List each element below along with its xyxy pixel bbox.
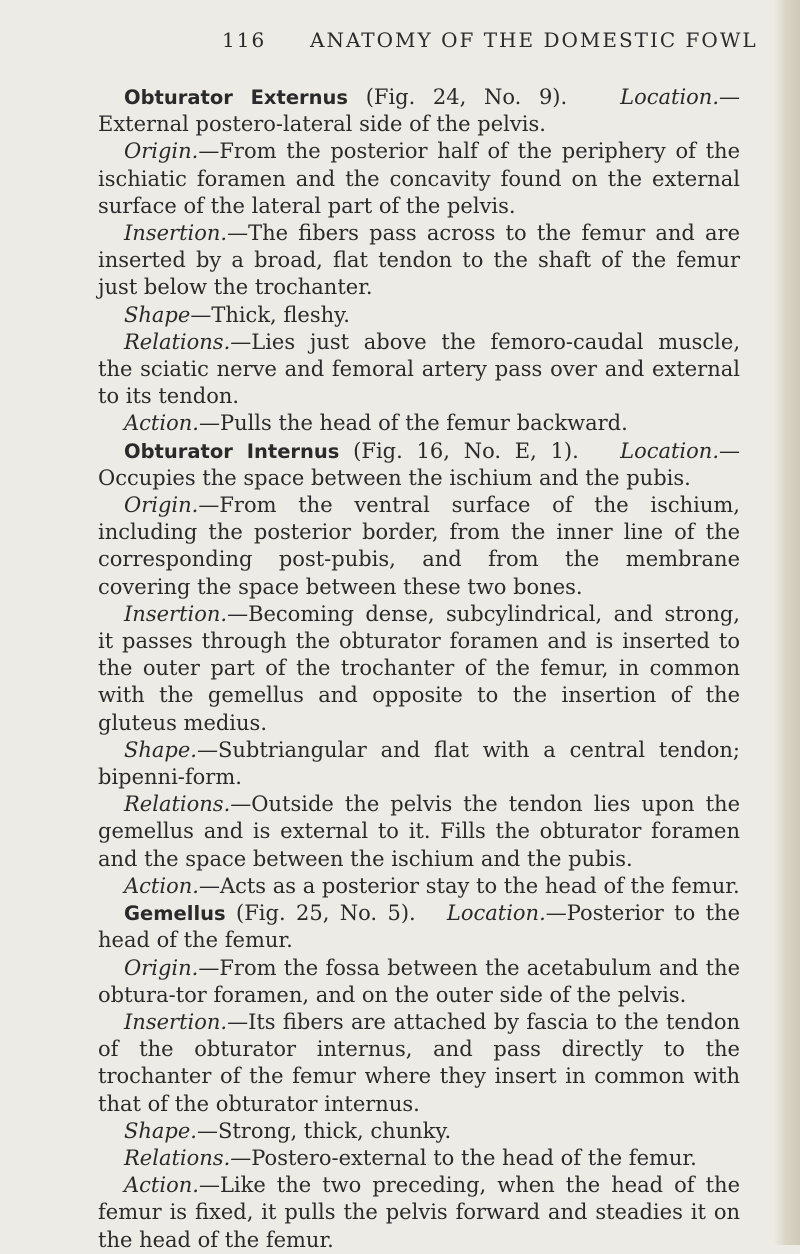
field-text: —Posterior to the head of the femur. [98,901,741,953]
field-relations [98,329,740,411]
field-label: Origin. [124,493,199,518]
field-text: —From the posterior half of the periphery of the ischiatic foramen and the concavity found on the external surface of the lateral part of the pelvis. [98,139,740,218]
muscle-name: Gemellus [124,902,226,926]
field-label: Location. [620,438,719,463]
field-shape [98,302,740,329]
field-relations [98,791,740,873]
field-label: Insertion. [124,601,228,626]
field-text: —Thick, fleshy. [190,302,350,327]
page-edge-shadow [774,0,800,1245]
field-action [98,1172,740,1254]
field-text: —From the ventral surface of the ischium, including the posterior border, from the inner line of the corresponding post-pubis, and from the membrane covering the space between these two bones. [98,493,740,599]
field-origin [98,955,740,1009]
field-insertion [98,1009,740,1118]
field-text: —Subtriangular and flat with a central tendon; bipenni-form. [98,737,740,790]
field-text: —Becoming dense, subcylindrical, and strong, it passes through the obturator foramen and is inserted to the outer part of the trochanter of the femur, in common with the gemellus and opposite to the insertion of the gluteus medius. [98,601,740,735]
field-text: —Postero-external to the head of the femur. [230,1145,697,1170]
running-title: ANATOMY OF THE DOMESTIC FOWL [310,28,758,52]
field-origin [98,492,740,601]
field-insertion [98,220,740,302]
field-label: Shape. [124,737,197,762]
field-shape [98,737,740,791]
field-insertion [98,601,740,737]
field-label: Shape. [124,1118,197,1143]
field-text: —Like the two preceding, when the head of the femur is fixed, it pulls the pelvis forward and steadies it on the head of the femur. [98,1173,740,1252]
figure-reference: (Fig. 25, No. 5). [225,901,416,926]
field-label: Origin. [124,955,199,980]
field-action [98,410,740,437]
field-label: Action. [124,1173,199,1198]
page-body [98,84,740,1254]
figure-reference: (Fig. 24, No. 9). [348,85,568,109]
field-label: Insertion. [124,1009,228,1034]
field-origin [98,138,740,220]
field-text: —Outside the pelvis the tendon lies upon the gemellus and is external to it. Fills the obturator foramen and the space between the ischium and the pubis. [98,792,740,871]
field-label: Location. [620,85,720,109]
field-relations [98,1145,740,1172]
field-text: —Lies just above the femoro-caudal muscle, the sciatic nerve and femoral artery pass over and external to its tendon. [98,329,740,409]
field-label: Insertion. [124,221,228,246]
field-shape [98,1118,740,1145]
muscle-heading-obturator-internus [98,438,740,492]
field-text: —Pulls the head of the femur backward. [198,411,628,436]
field-text: —Its fibers are attached by fascia to the tendon of the obturator internus, and pass directly to the trochanter of the femur where they insert in common with that of the obturator internus. [98,1009,740,1116]
field-text: —External postero-lateral side of the pelvis. [98,85,741,137]
muscle-name: Obturator Internus [124,439,340,463]
field-label: Relations. [124,1145,231,1170]
muscle-heading-gemellus [98,900,740,954]
field-text: —The fibers pass across to the femur and are inserted by a broad, flat tendon to the shaft of the femur just below the trochanter. [98,221,740,300]
field-text: —Acts as a posterior stay to the head of the femur. [198,873,740,898]
field-label: Origin. [124,139,199,164]
muscle-name: Obturator Externus [124,86,349,109]
muscle-heading-obturator-externus [98,84,740,138]
field-label: Location. [446,901,546,926]
field-action [98,873,740,900]
field-label: Relations. [124,792,231,817]
page-header [222,28,758,58]
field-label: Shape [124,302,191,327]
page-number: 116 [222,28,267,52]
field-text: —Occupies the space between the ischium and the pubis. [98,438,740,490]
field-label: Relations. [124,329,231,354]
field-text: —From the fossa between the acetabulum and the obtura-tor foramen, and on the outer side of the pelvis. [98,955,740,1007]
figure-reference: (Fig. 16, No. E, 1). [339,438,579,463]
field-label: Action. [124,411,199,436]
field-label: Action. [124,873,199,898]
field-text: —Strong, thick, chunky. [196,1118,452,1143]
